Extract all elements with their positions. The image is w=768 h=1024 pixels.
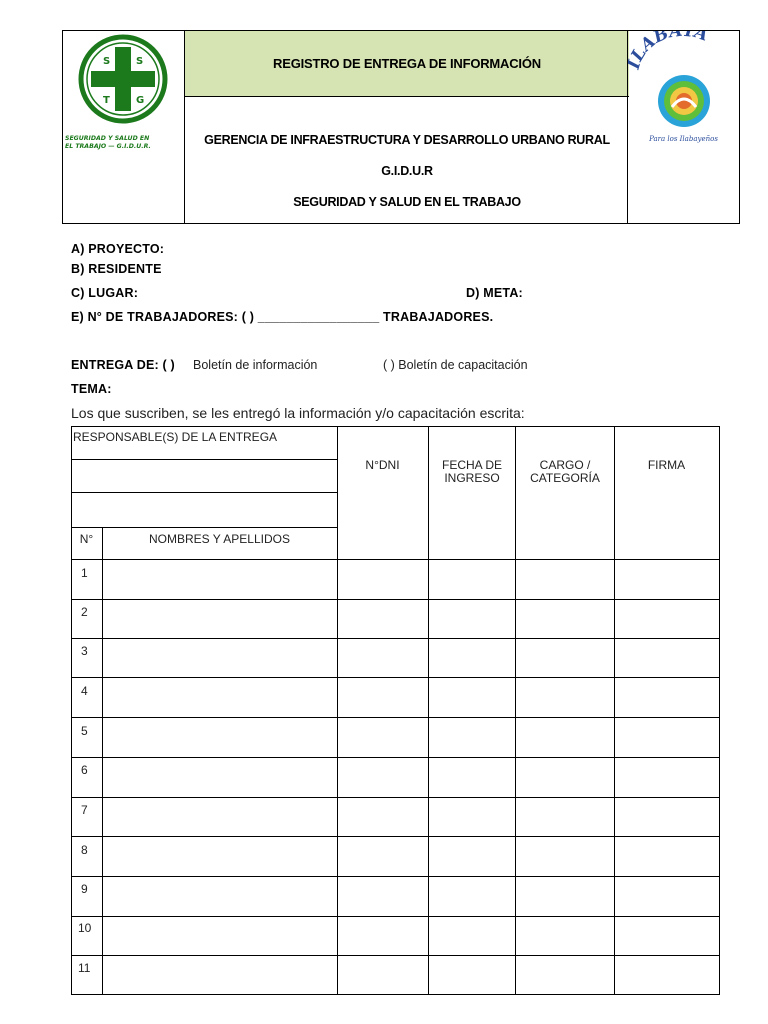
field-tema: TEMA: [71, 382, 112, 396]
responsables-header: RESPONSABLE(S) DE LA ENTREGA [72, 430, 278, 444]
row-number: 10 [78, 921, 92, 935]
field-trabajadores: E) N° DE TRABAJADORES: ( ) _________________ TRABAJADORES. [71, 310, 494, 324]
header-subtitle [185, 97, 629, 223]
row-number: 6 [81, 763, 88, 777]
ilabaya-logo [627, 31, 739, 223]
delivery-table [71, 426, 720, 995]
sst-logo [63, 31, 185, 223]
intro-text: Los que suscriben, se les entregó la información y/o capacitación escrita: [71, 405, 525, 421]
seal-letter-g: G [136, 95, 145, 106]
row-number: 8 [81, 843, 88, 857]
document-header [62, 30, 740, 224]
row-number: 11 [78, 961, 91, 975]
ilabaya-emblem-icon [628, 31, 738, 135]
row-number: 1 [81, 566, 88, 580]
col-header-fecha: FECHA DE INGRESO [441, 458, 502, 485]
col-header-n: N° [79, 532, 94, 546]
row-number: 5 [81, 724, 88, 738]
seal-letter-s2: S [136, 56, 144, 67]
field-lugar: C) LUGAR: [71, 286, 139, 300]
sst-caption [65, 135, 151, 151]
row-number: 4 [81, 684, 88, 698]
col-header-nombres: NOMBRES Y APELLIDOS [149, 532, 290, 546]
col-header-firma: FIRMA [647, 458, 686, 472]
option-boletin-informacion: Boletín de información [193, 358, 318, 372]
row-number: 3 [81, 644, 88, 658]
sst-line: SEGURIDAD Y SALUD EN EL TRABAJO [293, 195, 521, 209]
sst-cross-seal-icon [63, 31, 185, 135]
seal-letter-s1: S [103, 56, 111, 67]
option-boletin-capacitacion: ( ) Boletín de capacitación [383, 358, 528, 372]
col-header-dni: N°DNI [365, 458, 400, 472]
document-title: REGISTRO DE ENTREGA DE INFORMACIÓN [185, 31, 629, 97]
gidur-line: G.I.D.U.R [381, 164, 433, 178]
row-number: 9 [81, 882, 88, 896]
sst-caption-line2: EL TRABAJO — G.I.D.U.R. [65, 143, 151, 150]
field-proyecto: A) PROYECTO: [71, 242, 165, 256]
col-header-cargo: CARGO / CATEGORÍA [530, 458, 600, 485]
svg-text:ILABAYA [628, 31, 711, 72]
row-number: 7 [81, 803, 88, 817]
seal-letter-t: T [103, 95, 110, 106]
ilabaya-name: LABAYA [628, 31, 711, 65]
field-meta: D) META: [466, 286, 523, 300]
ilabaya-tagline: Para los Ilabayeños [649, 135, 718, 143]
sst-caption-line1: SEGURIDAD Y SALUD EN [65, 135, 150, 142]
field-residente: B) RESIDENTE [71, 262, 162, 276]
gerencia-line: GERENCIA DE INFRAESTRUCTURA Y DESARROLLO URBANO RURAL [204, 133, 610, 147]
row-number: 2 [81, 605, 88, 619]
entrega-label: ENTREGA DE: ( ) [71, 358, 175, 372]
